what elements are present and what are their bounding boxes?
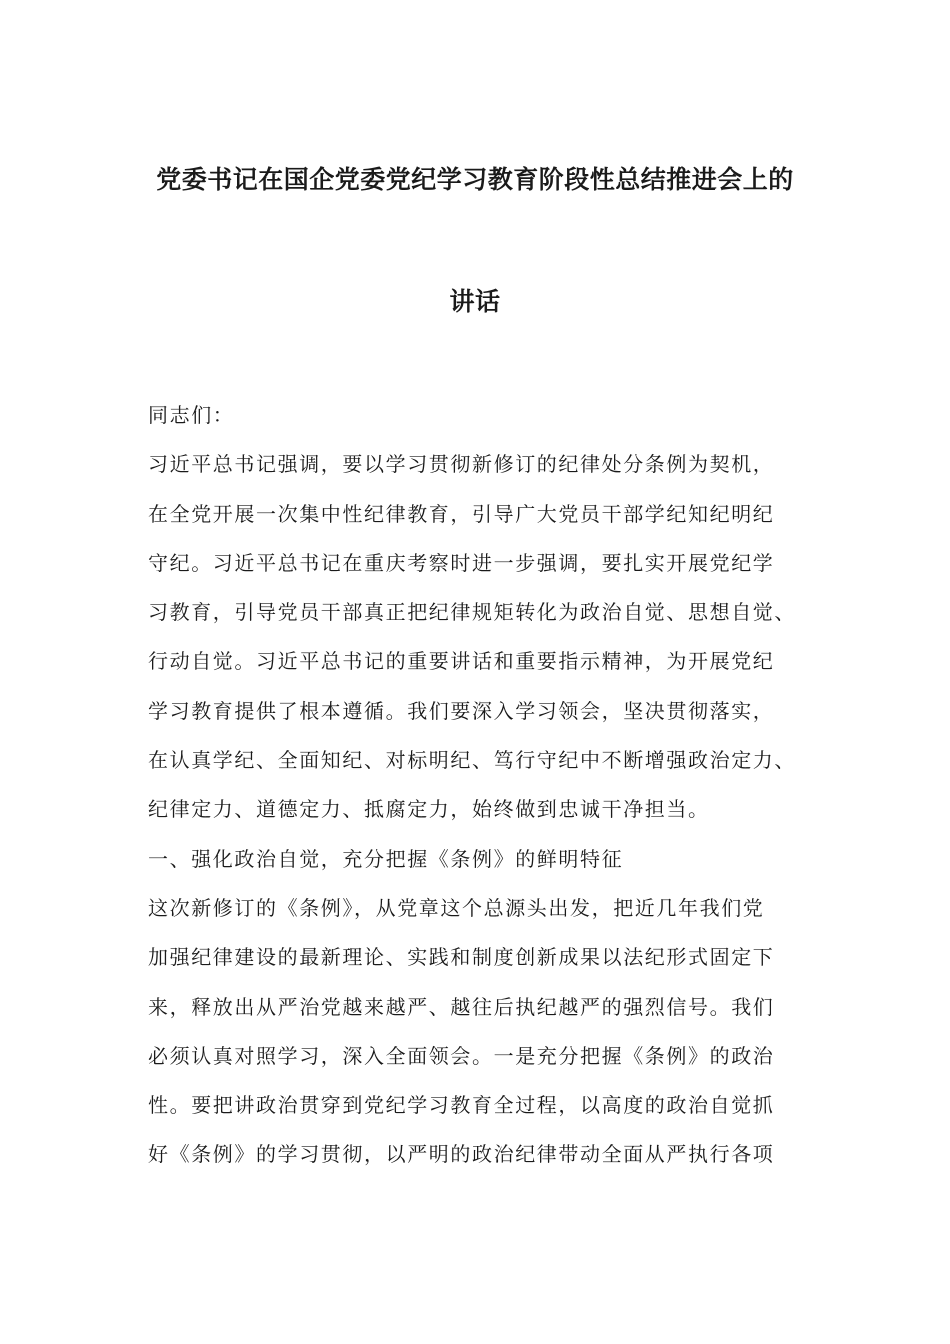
body-line: 加强纪律建设的最新理论、实践和制度创新成果以法纪形式固定下: [148, 945, 775, 970]
body-line: 在认真学纪、全面知纪、对标明纪、笃行守纪中不断增强政治定力、: [148, 748, 796, 773]
body-line: 来，释放出从严治党越来越严、越往后执纪越严的强烈信号。我们: [148, 994, 775, 1019]
document-body: [148, 397, 828, 1186]
body-line: 这次新修订的《条例》，从党章这个总源头出发，把近几年我们党: [148, 895, 765, 920]
body-line: 习教育，引导党员干部真正把纪律规矩转化为政治自觉、思想自觉、: [148, 600, 796, 625]
body-line: 学习教育提供了根本遵循。我们要深入学习领会，坚决贯彻落实，: [148, 698, 775, 723]
document-title-line-2: 讲话: [449, 287, 501, 316]
body-line: 纪律定力、道德定力、抵腐定力，始终做到忠诚干净担当。: [148, 797, 710, 822]
document-title-line-1: 党委书记在国企党委党纪学习教育阶段性总结推进会上的: [156, 165, 794, 194]
body-line: 在全党开展一次集中性纪律教育，引导广大党员干部学纪知纪明纪: [148, 501, 775, 526]
body-line: 性。要把讲政治贯穿到党纪学习教育全过程，以高度的政治自觉抓: [148, 1093, 775, 1118]
body-line: 习近平总书记强调，要以学习贯彻新修订的纪律处分条例为契机，: [148, 452, 775, 477]
body-line: 守纪。习近平总书记在重庆考察时进一步强调，要扎实开展党纪学: [148, 550, 775, 575]
salutation: 同志们：: [148, 403, 235, 427]
section-heading: 一、强化政治自觉，充分把握《条例》的鲜明特征: [148, 846, 624, 871]
body-line: 好《条例》的学习贯彻，以严明的政治纪律带动全面从严执行各项: [148, 1142, 775, 1167]
body-line: 必须认真对照学习，深入全面领会。一是充分把握《条例》的政治: [148, 1043, 775, 1068]
body-line: 行动自觉。习近平总书记的重要讲话和重要指示精神，为开展党纪: [148, 649, 775, 674]
